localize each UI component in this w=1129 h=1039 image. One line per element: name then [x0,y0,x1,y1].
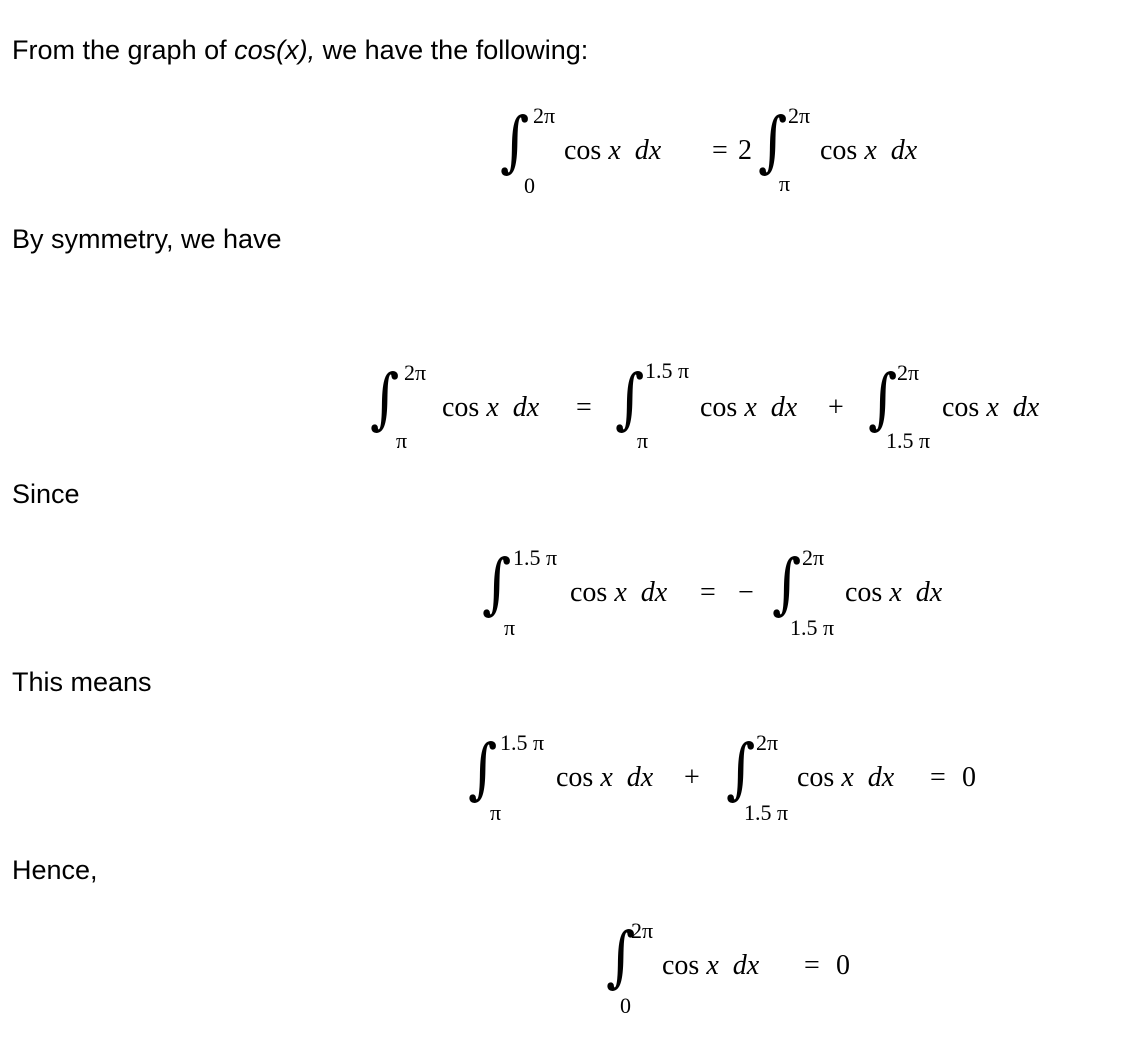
upper-limit: 2π [897,360,920,385]
intro-function: cos(x), [234,35,316,65]
upper-limit: 2π [631,918,654,943]
upper-limit: 2π [802,545,825,570]
equation-4 [468,732,998,832]
equals-sign: = [804,950,820,981]
hence-text: Hence, [12,855,98,885]
lower-limit: 0 [620,993,631,1018]
equation-3 [482,547,982,647]
integral-sign: ∫ [606,918,636,995]
intro-before: From the graph of [12,35,235,65]
integrand: cos x dx [845,577,943,608]
integral-sign: ∫ [758,103,788,180]
lower-limit: π [779,171,791,196]
integrand: cos x dx [564,135,662,166]
since-text: Since [12,479,80,509]
plus-sign: + [684,762,700,793]
integral-sign: ∫ [615,360,645,437]
integrand: cos x dx [700,392,798,423]
equals-sign: = [930,762,946,793]
upper-limit: 2π [533,103,556,128]
upper-limit: 1.5 π [513,545,558,570]
intro-text [12,37,588,64]
integral-sign: ∫ [772,545,802,622]
equation-1 [500,105,960,205]
equation-5 [606,920,906,1020]
lower-limit: π [504,615,516,640]
result-zero: 0 [962,762,976,793]
lower-limit: 1.5 π [790,615,835,640]
lower-limit: 0 [524,173,535,198]
equals-sign: = [576,392,592,423]
lower-limit: π [396,428,408,453]
integral-sign: ∫ [468,730,498,807]
integral-sign: ∫ [868,360,898,437]
integrand: cos x dx [820,135,918,166]
lower-limit: π [637,428,649,453]
this-means-text: This means [12,667,152,697]
integrand: cos x dx [556,762,654,793]
upper-limit: 1.5 π [500,730,545,755]
integral-sign: ∫ [726,730,756,807]
lower-limit: 1.5 π [886,428,931,453]
intro-after: we have the following: [315,35,589,65]
minus-sign: − [738,577,754,608]
equals-sign: = [700,577,716,608]
integrand: cos x dx [797,762,895,793]
upper-limit: 2π [788,103,811,128]
equals-sign: = [712,135,728,166]
coefficient-two: 2 [738,135,752,166]
upper-limit: 1.5 π [645,358,690,383]
integral-sign: ∫ [482,545,512,622]
integral-sign: ∫ [500,103,530,180]
result-zero: 0 [836,950,850,981]
integrand: cos x dx [942,392,1040,423]
integrand: cos x dx [442,392,540,423]
integrand: cos x dx [662,950,760,981]
plus-sign: + [828,392,844,423]
upper-limit: 2π [756,730,779,755]
lower-limit: π [490,800,502,825]
integral-sign: ∫ [370,360,400,437]
upper-limit: 2π [404,360,427,385]
integrand: cos x dx [570,577,668,608]
equation-2 [370,358,1090,462]
lower-limit: 1.5 π [744,800,789,825]
symmetry-text: By symmetry, we have [12,224,282,254]
